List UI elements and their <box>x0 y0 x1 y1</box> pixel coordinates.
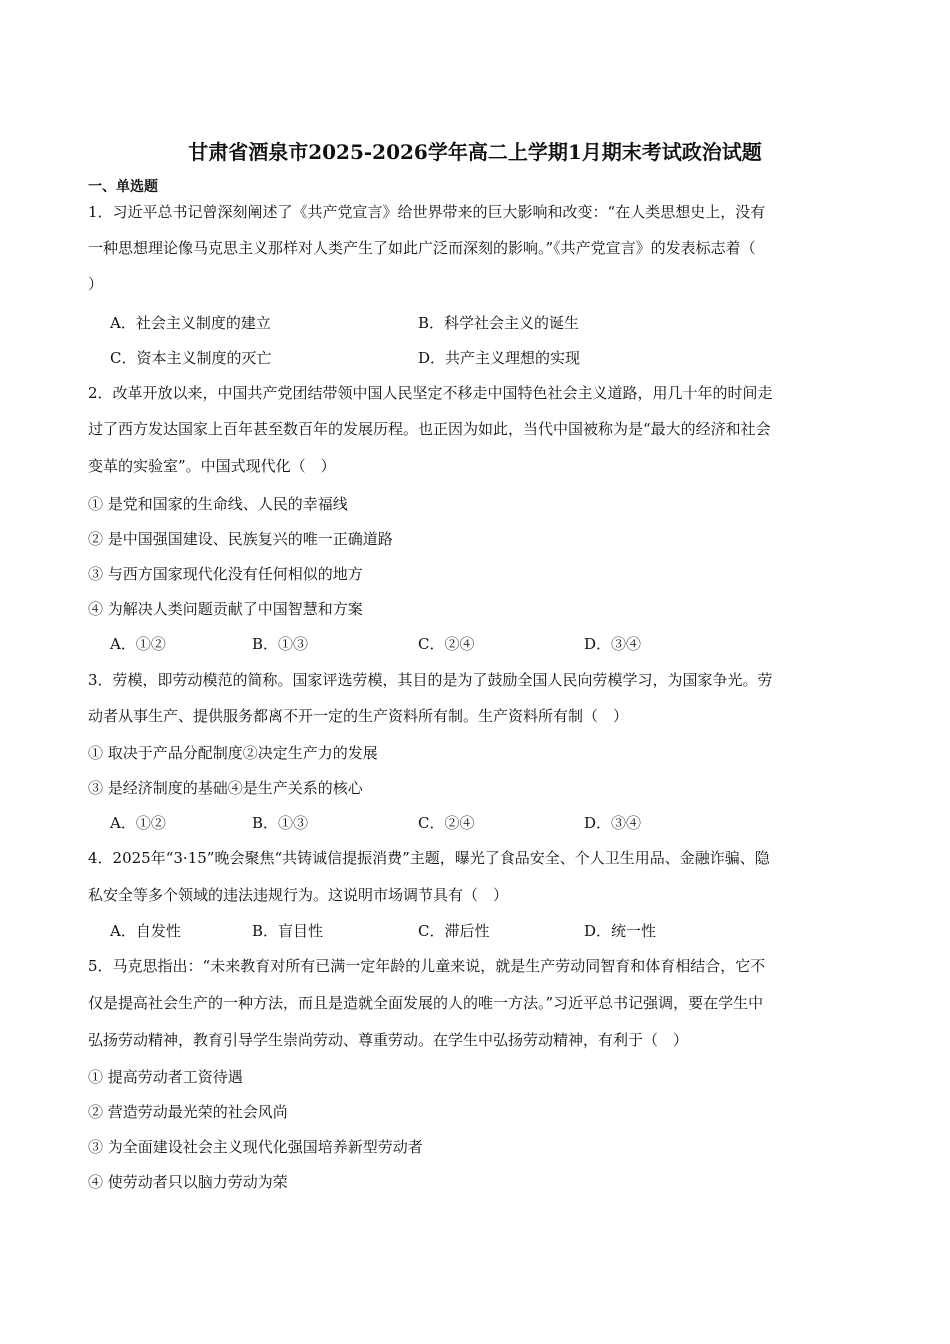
q5-item-1: ① 提高劳动者工资待遇 <box>88 1068 243 1086</box>
q4-line-1: 4．2025年“3·15”晚会聚焦“共铸诚信提振消费”主题，曝光了食品安全、个人卫生用品、金融诈骗、隐 <box>88 849 770 867</box>
q2-line-1: 2．改革开放以来，中国共产党团结带领中国人民坚定不移走中国特色社会主义道路，用几十年的时间走 <box>88 384 773 402</box>
q2-option-b: B．①③ <box>252 635 309 653</box>
q1-option-b: B．科学社会主义的诞生 <box>418 314 580 332</box>
q1-line-2: 一种思想理论像马克思主义那样对人类产生了如此广泛而深刻的影响。”《共产党宣言》的发表标志着（ <box>88 239 756 257</box>
q4-option-a: A．自发性 <box>110 922 181 940</box>
q4-option-b: B．盲目性 <box>252 922 324 940</box>
q2-option-c: C．②④ <box>418 635 475 653</box>
q5-line-3: 弘扬劳动精神，教育引导学生崇尚劳动、尊重劳动。在学生中弘扬劳动精神，有利于（ ） <box>88 1031 689 1049</box>
q2-line-3: 变革的实验室”。中国式现代化（ ） <box>88 457 336 475</box>
q3-option-a: A．①② <box>110 814 166 832</box>
q3-line-1: 3．劳模，即劳动模范的简称。国家评选劳模，其目的是为了鼓励全国人民向劳模学习，为国家争光。劳 <box>88 671 773 689</box>
q2-item-4: ④ 为解决人类问题贡献了中国智慧和方案 <box>88 600 363 618</box>
q5-item-2: ② 营造劳动最光荣的社会风尚 <box>88 1103 288 1121</box>
page-title: 甘肃省酒泉市2025-2026学年高二上学期1月期末考试政治试题 <box>188 140 762 164</box>
q5-item-3: ③ 为全面建设社会主义现代化强国培养新型劳动者 <box>88 1138 423 1156</box>
q3-item-1: ① 取决于产品分配制度②决定生产力的发展 <box>88 744 378 762</box>
q4-option-d: D．统一性 <box>584 922 657 940</box>
q3-option-c: C．②④ <box>418 814 475 832</box>
section-heading: 一、单选题 <box>88 179 158 195</box>
q4-line-2: 私安全等多个领域的违法违规行为。这说明市场调节具有（ ） <box>88 886 509 904</box>
q4-option-c: C．滞后性 <box>418 922 490 940</box>
q1-option-a: A．社会主义制度的建立 <box>110 314 271 332</box>
q1-option-c: C．资本主义制度的灭亡 <box>110 349 272 367</box>
q2-option-d: D．③④ <box>584 635 642 653</box>
q1-line-1: 1．习近平总书记曾深刻阐述了《共产党宣言》给世界带来的巨大影响和改变：“在人类思想史上，没有 <box>88 203 766 221</box>
q5-line-2: 仅是提高社会生产的一种方法，而且是造就全面发展的人的唯一方法。”习近平总书记强调，要在学生中 <box>88 994 764 1012</box>
q2-option-a: A．①② <box>110 635 166 653</box>
q2-line-2: 过了西方发达国家上百年甚至数百年的发展历程。也正因为如此，当代中国被称为是“最大的经济和社会 <box>88 420 771 438</box>
q2-item-2: ② 是中国强国建设、民族复兴的唯一正确道路 <box>88 530 393 548</box>
q3-line-2: 动者从事生产、提供服务都离不开一定的生产资料所有制。生产资料所有制（ ） <box>88 707 629 725</box>
q2-item-1: ① 是党和国家的生命线、人民的幸福线 <box>88 495 348 513</box>
q1-option-d: D．共产主义理想的实现 <box>418 349 581 367</box>
q5-line-1: 5．马克思指出：“未来教育对所有已满一定年龄的儿童来说，就是生产劳动同智育和体育相结合，它不 <box>88 957 766 975</box>
q3-item-2: ③ 是经济制度的基础④是生产关系的核心 <box>88 779 363 797</box>
q5-item-4: ④ 使劳动者只以脑力劳动为荣 <box>88 1173 288 1191</box>
q2-item-3: ③ 与西方国家现代化没有任何相似的地方 <box>88 565 363 583</box>
q3-option-b: B．①③ <box>252 814 309 832</box>
q1-line-3: ） <box>88 275 104 293</box>
q3-option-d: D．③④ <box>584 814 642 832</box>
